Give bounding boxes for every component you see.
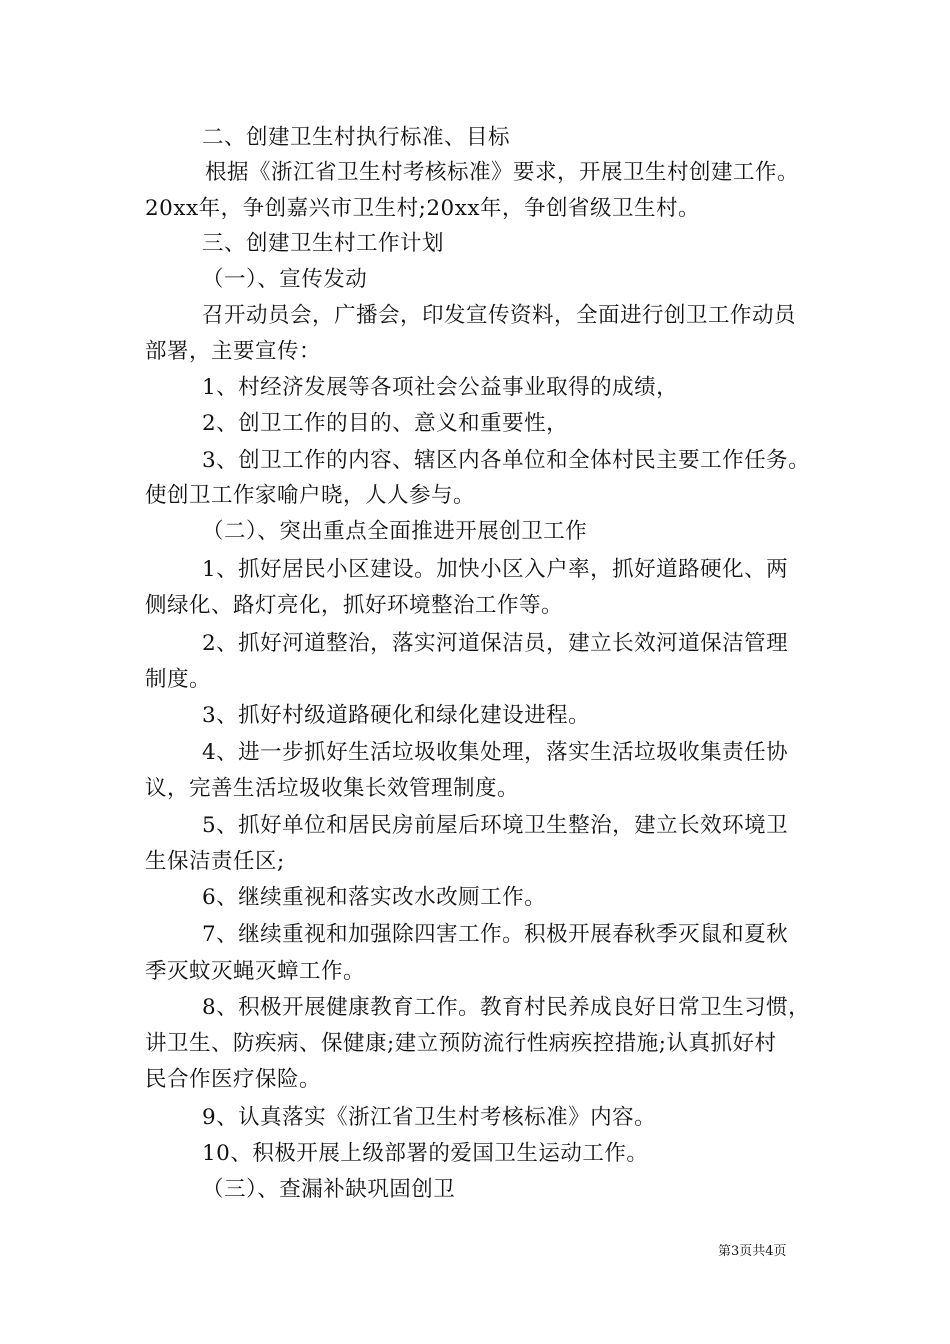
paragraph-line: 根据《浙江省卫生村考核标准》要求，开展卫生村创建工作。	[205, 160, 800, 185]
paragraph-line: 生保洁责任区;	[145, 849, 285, 874]
subsection-heading: （三）、查漏补缺巩固创卫	[202, 1177, 456, 1202]
list-item: 1、抓好居民小区建设。加快小区入户率，抓好道路硬化、两	[202, 557, 789, 582]
list-item: 1、村经济发展等各项社会公益事业取得的成绩，	[202, 375, 679, 400]
paragraph-line: 20xx年，争创嘉兴市卫生村;20xx年，争创省级卫生村。	[145, 196, 700, 221]
paragraph-line: 部署，主要宣传：	[145, 339, 322, 364]
list-item: 4、进一步抓好生活垃圾收集处理，落实生活垃圾收集责任协	[202, 740, 789, 765]
list-item: 8、积极开展健康教育工作。教育村民养成良好日常卫生习惯，	[202, 995, 811, 1020]
paragraph-line: 召开动员会，广播会，印发宣传资料，全面进行创卫工作动员	[202, 303, 797, 328]
paragraph-line: 民合作医疗保险。	[145, 1067, 322, 1092]
list-item: 2、创卫工作的目的、意义和重要性，	[202, 411, 569, 436]
paragraph-line: 制度。	[145, 667, 212, 692]
subsection-heading: （一）、宣传发动	[202, 267, 368, 292]
list-item: 9、认真落实《浙江省卫生村考核标准》内容。	[202, 1105, 657, 1130]
paragraph-line: 使创卫工作家喻户晓，人人参与。	[145, 483, 476, 508]
paragraph-line: 侧绿化、路灯亮化，抓好环境整治工作等。	[145, 593, 564, 618]
list-item: 10、积极开展上级部署的爱国卫生运动工作。	[202, 1141, 649, 1166]
section-heading: 二、创建卫生村执行标准、目标	[202, 125, 511, 150]
list-item: 6、继续重视和落实改水改厕工作。	[202, 885, 547, 910]
section-heading: 三、创建卫生村工作计划	[202, 231, 445, 256]
list-item: 2、抓好河道整治，落实河道保洁员，建立长效河道保洁管理	[202, 631, 789, 656]
list-item: 7、继续重视和加强除四害工作。积极开展春秋季灭鼠和夏秋	[202, 922, 789, 947]
list-item: 3、创卫工作的内容、辖区内各单位和全体村民主要工作任务。	[202, 448, 811, 473]
page-number-footer: 第3页共4页	[718, 1244, 787, 1259]
subsection-heading: （二）、突出重点全面推进开展创卫工作	[202, 519, 588, 544]
paragraph-line: 季灭蚊灭蝇灭蟑工作。	[145, 959, 366, 984]
list-item: 5、抓好单位和居民房前屋后环境卫生整治，建立长效环境卫	[202, 813, 789, 838]
list-item: 3、抓好村级道路硬化和绿化建设进程。	[202, 703, 591, 728]
paragraph-line: 讲卫生、防疾病、保健康;建立预防流行性病疾控措施;认真抓好村	[145, 1031, 777, 1056]
paragraph-line: 议，完善生活垃圾收集长效管理制度。	[145, 776, 520, 801]
